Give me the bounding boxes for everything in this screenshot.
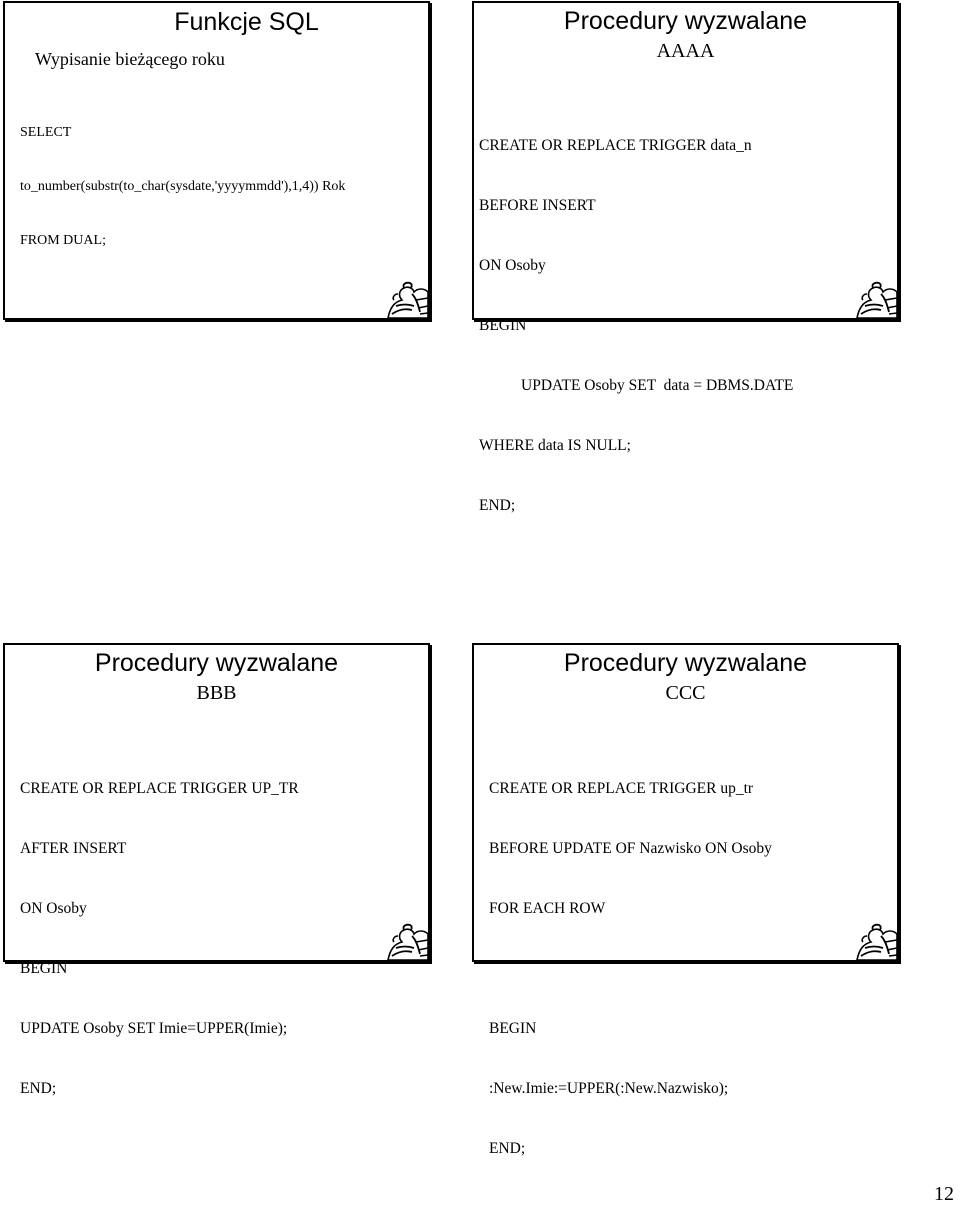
slide-trigger-aaaa: [472, 1, 899, 514]
code-line: CREATE OR REPLACE TRIGGER UP_TR: [20, 780, 299, 797]
slide-subtitle: BBB: [196, 682, 237, 704]
code-line: FOR EACH ROW: [489, 900, 606, 917]
code-line: CREATE OR REPLACE TRIGGER data_n: [479, 137, 752, 154]
code-line: ON Osoby: [479, 257, 546, 274]
eagle-logo-icon: [384, 922, 430, 962]
code-line: SELECT: [20, 125, 72, 140]
slide-subtitle: CCC: [665, 682, 706, 704]
code-line: to_number(substr(to_char(sysdate,'yyyymmdd'),1,4)) Rok: [20, 179, 346, 194]
slide-trigger-bbb: [3, 643, 430, 1097]
code-line: BEGIN: [489, 1020, 537, 1037]
page-number: 12: [934, 1183, 954, 1205]
code-line: END;: [489, 1140, 526, 1157]
code-line: WHERE data IS NULL;: [479, 437, 631, 454]
code-blank-line: [489, 959, 772, 979]
code-line: ON Osoby: [20, 900, 87, 917]
slide-title: Procedury wyzwalane: [563, 7, 808, 35]
slide-subtitle: Wypisanie bieżącego roku: [35, 49, 225, 69]
slide-title: Funkcje SQL: [174, 8, 319, 36]
code-line: END;: [479, 497, 516, 514]
eagle-logo-icon: [853, 922, 899, 962]
code-line: BEGIN: [479, 317, 527, 334]
code-line: BEFORE UPDATE OF Nazwisko ON Osoby: [489, 840, 772, 857]
eagle-logo-icon: [384, 280, 430, 320]
slide-title: Procedury wyzwalane: [563, 649, 808, 677]
code-line: CREATE OR REPLACE TRIGGER up_tr: [489, 780, 754, 797]
sql-code-block: [20, 739, 299, 1139]
slide-subtitle: AAAA: [656, 40, 715, 62]
code-line: BEGIN: [20, 960, 68, 977]
slide-title: Procedury wyzwalane: [94, 649, 339, 677]
slide-trigger-ccc: [472, 643, 899, 1157]
code-line: BEFORE INSERT: [479, 197, 596, 214]
code-line: FROM DUAL;: [20, 233, 106, 248]
eagle-logo-icon: [853, 280, 899, 320]
slide-funkcje-sql: [3, 1, 430, 320]
code-line: AFTER INSERT: [20, 840, 127, 857]
sql-code-block: [479, 96, 793, 556]
sql-code-block: [20, 88, 345, 286]
sql-code-block: [489, 739, 772, 1199]
code-line: UPDATE Osoby SET Imie=UPPER(Imie);: [20, 1020, 288, 1037]
code-line: END;: [20, 1080, 57, 1097]
code-line: UPDATE Osoby SET data = DBMS.DATE: [521, 377, 794, 394]
code-line: :New.Imie:=UPPER(:New.Nazwisko);: [489, 1080, 729, 1097]
